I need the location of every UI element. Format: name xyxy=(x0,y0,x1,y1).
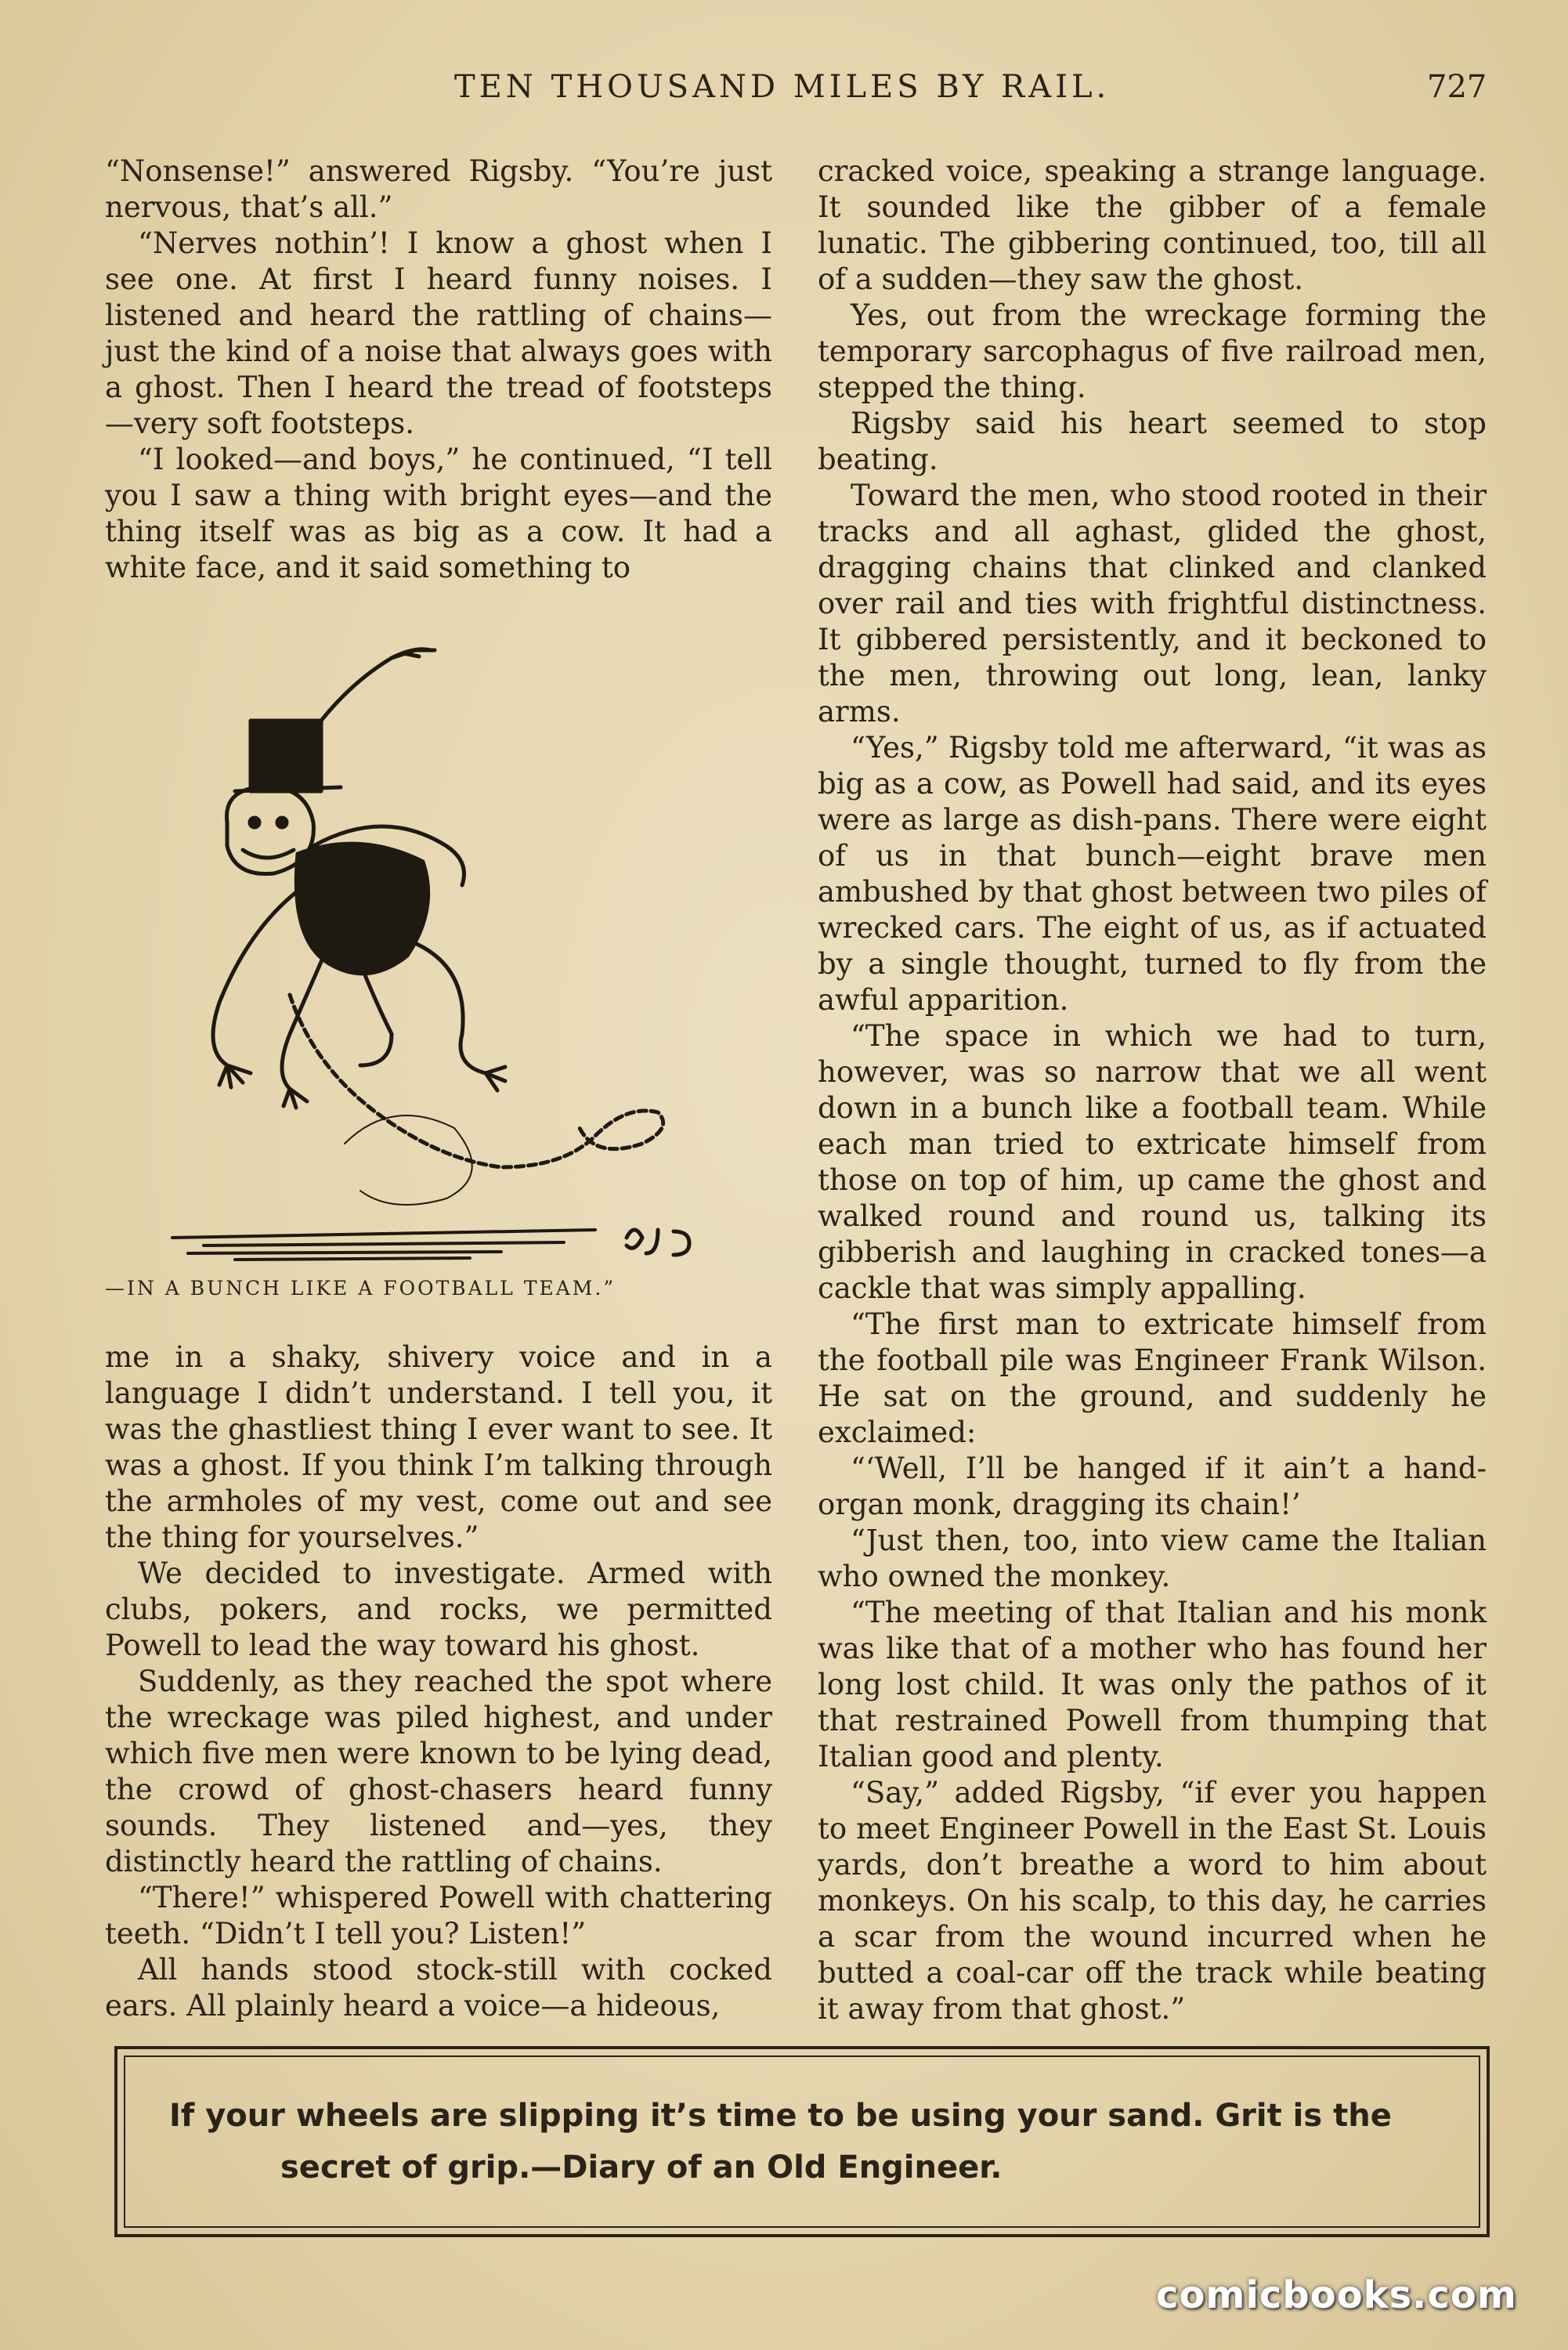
page-header xyxy=(0,69,1568,116)
page-number: 727 xyxy=(1427,69,1487,105)
paragraph: “Nerves nothin’! I know a ghost when I see one. At first I heard funny noises. I listened and heard the rattling of chains—just the kind of a noise that always goes with a ghost. Then I heard the tread of footsteps—very soft footsteps. xyxy=(105,226,772,440)
monkey-ghost-illustration xyxy=(157,627,736,1269)
watermark: comicbooks.com xyxy=(1156,2273,1517,2317)
paragraph: me in a shaky, shivery voice and in a language I didn’t understand. I tell you, it was the ghastliest thing I ever want to see. It was a ghost. If you think I’m talking through the armholes of my vest, come out and see the thing for yourselves.” xyxy=(105,1340,772,1554)
paragraph: “Nonsense!” answered Rigsby. “You’re just nervous, that’s all.” xyxy=(105,154,772,224)
running-title: TEN THOUSAND MILES BY RAIL. xyxy=(454,69,1111,105)
paragraph: Yes, out from the wreckage forming the temporary sarcophagus of five railroad men, stepped the thing. xyxy=(818,298,1487,404)
paragraph: “Say,” added Rigsby, “if ever you happen to meet Engineer Powell in the East St. Louis yards, don’t breathe a word to him about monkeys. On his scalp, to this day, he carries a scar from the wound incurred when he butted a coal-car off the track while beating it away from that ghost.” xyxy=(818,1776,1487,2026)
paragraph: We decided to investigate. Armed with clubs, pokers, and rocks, we permitted Powell to lead the way toward his ghost. xyxy=(105,1556,772,1662)
paragraph: “The space in which we had to turn, however, was so narrow that we all went down in a bunch like a football team. While each man tried to extricate himself from those on top of him, up came the ghost and walked round and round us, talking its gibberish and laughing in cracked tones—a cackle that was simply appalling. xyxy=(818,1019,1487,1305)
paragraph: All hands stood stock-still with cocked ears. All plainly heard a voice—a hideous, xyxy=(105,1953,772,2023)
illustration-caption: —IN A BUNCH LIKE A FOOTBALL TEAM.” xyxy=(105,1277,616,1300)
quote-box-inner-border xyxy=(124,2055,1480,2228)
paragraph: Suddenly, as they reached the spot where the wreckage was piled highest, and under which five men were known to be lying dead, the crowd of ghost-chasers heard funny sounds. They listened and—yes, they distinctly heard the rattling of chains. xyxy=(105,1665,772,1878)
paragraph: “The first man to extricate himself from the football pile was Engineer Frank Wilson. He sat on the ground, and suddenly he exclaimed: xyxy=(818,1307,1487,1449)
paragraph: “I looked—and boys,” he continued, “I tell you I saw a thing with bright eyes—and the thing itself was as big as a cow. It had a white face, and it said something to xyxy=(105,443,772,584)
quote-line-2: secret of grip.—Diary of an Old Engineer. xyxy=(280,2149,1003,2186)
quote-box xyxy=(114,2046,1490,2237)
paragraph: cracked voice, speaking a strange language. It sounded like the gibber of a female lunatic. The gibbering continued, too, till all of a sudden—they saw the ghost. xyxy=(818,154,1487,296)
paragraph: Toward the men, who stood rooted in their tracks and all aghast, glided the ghost, dragging chains that clinked and clanked over rail and ties with frightful distinctness. It gibbered persistently, and it beckoned to the men, throwing out long, lean, lanky arms. xyxy=(818,479,1487,728)
paragraph: “There!” whispered Powell with chattering teeth. “Didn’t I tell you? Listen!” xyxy=(105,1881,772,1950)
right-column xyxy=(818,154,1487,2027)
left-column-bottom xyxy=(105,1340,772,2024)
paragraph: Rigsby said his heart seemed to stop beating. xyxy=(818,407,1487,476)
paragraph: “The meeting of that Italian and his monk was like that of a mother who has found her long lost child. It was only the pathos of it that restrained Powell from thumping that Italian good and plenty. xyxy=(818,1596,1487,1773)
left-column-top xyxy=(105,154,772,586)
paragraph: “Yes,” Rigsby told me afterward, “it was as big as a cow, as Powell had said, and its eyes were as large as dish-pans. There were eight of us in that bunch—eight brave men ambushed by that ghost between two piles of wrecked cars. The eight of us, as if actuated by a single thought, turned to fly from the awful apparition. xyxy=(818,731,1487,1017)
paragraph: “Just then, too, into view came the Italian who owned the monkey. xyxy=(818,1524,1487,1593)
paragraph: “‘Well, I’ll be hanged if it ain’t a hand-organ monk, dragging its chain!’ xyxy=(818,1452,1487,1521)
quote-line-1: If your wheels are slipping it’s time to be using your sand. Grit is the xyxy=(169,2098,1392,2134)
